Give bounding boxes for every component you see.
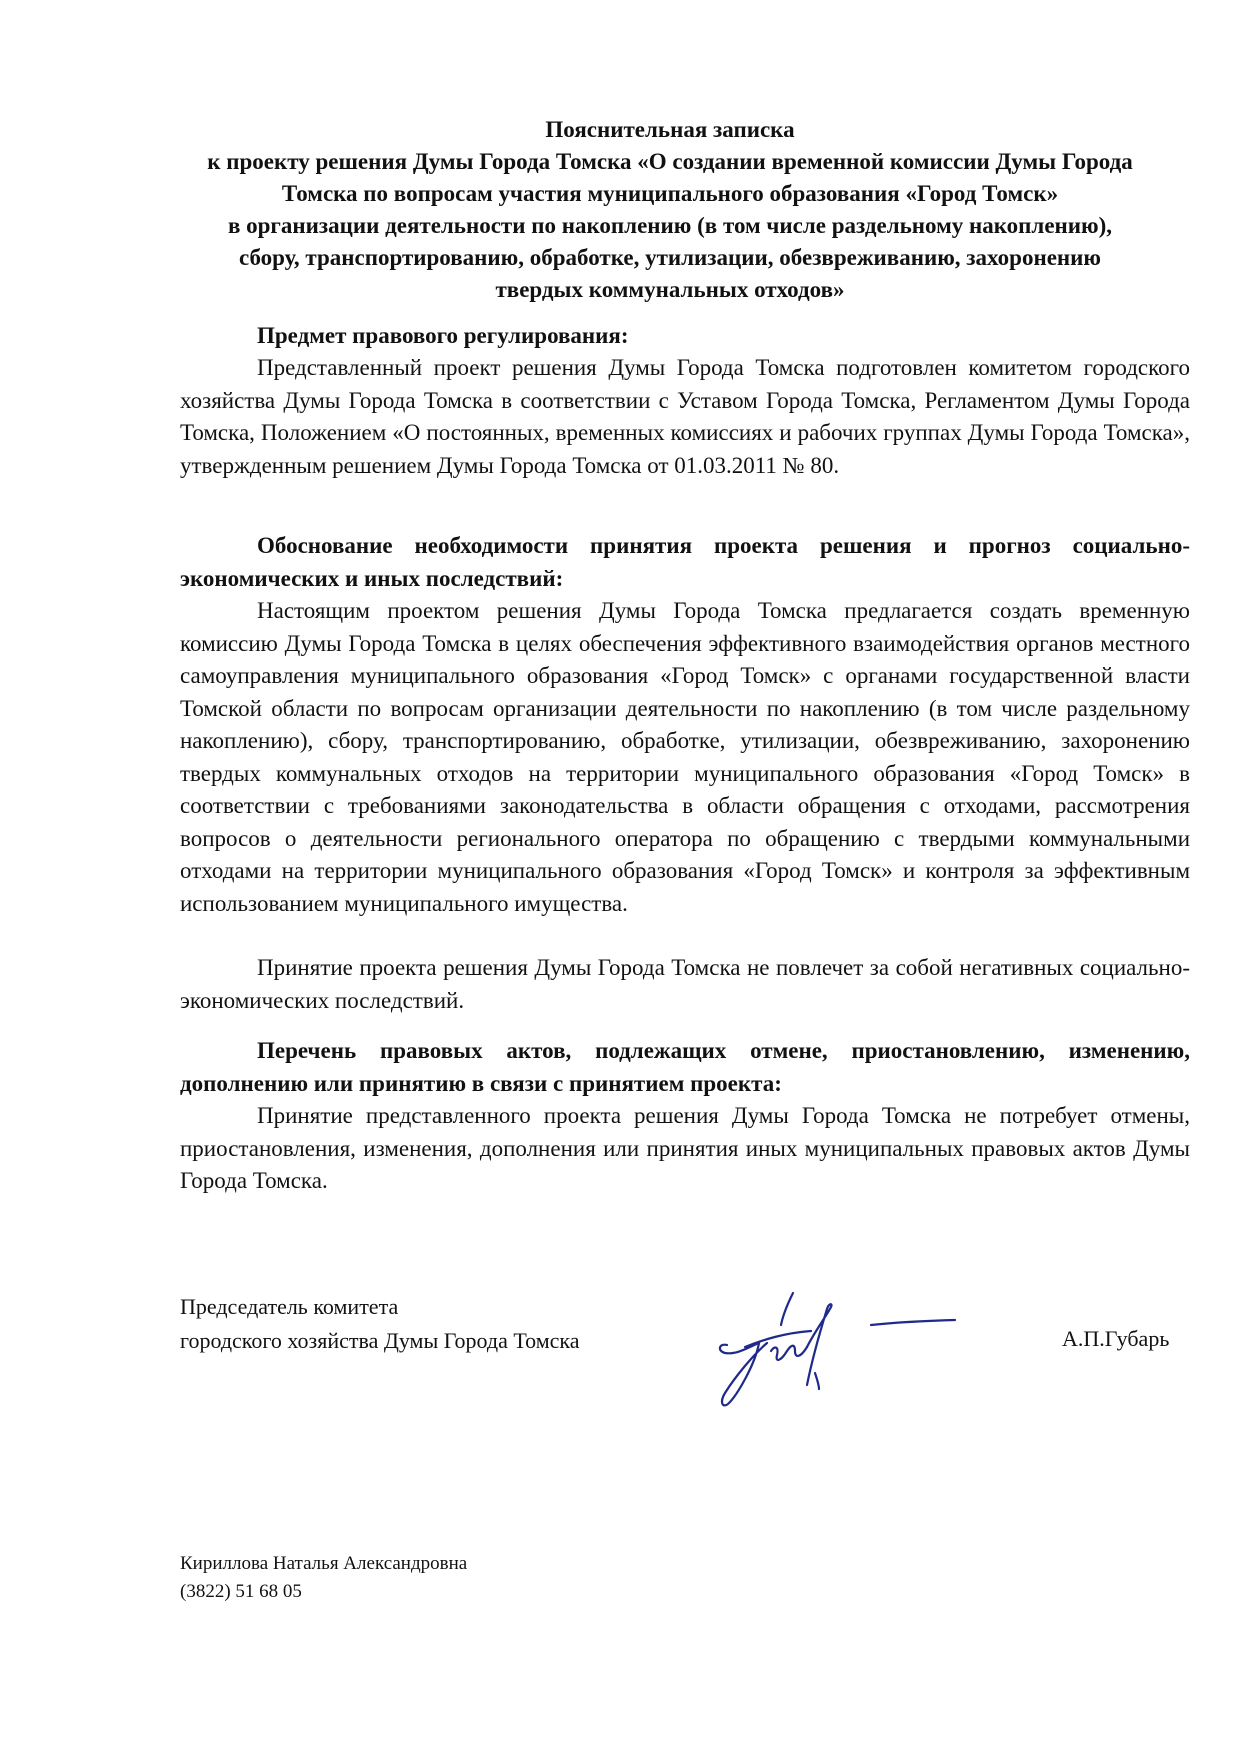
contact-phone: (3822) 51 68 05	[180, 1581, 302, 1602]
title-line: твердых коммунальных отходов»	[495, 277, 845, 302]
signer-role-line: Председатель комитета	[180, 1294, 399, 1319]
paragraph-consequences: Принятие проекта решения Думы Города Томска не повлечет за собой негативных социально-экономических последствий.	[180, 955, 1190, 1013]
contact-name: Кириллова Наталья Александровна	[180, 1553, 468, 1574]
section-heading-justification: Обоснование необходимости принятия проекта решения и прогноз социально-экономических и иных последствий:	[180, 533, 1190, 591]
title-line: Пояснительная записка	[545, 117, 795, 142]
title-line: Томска по вопросам участия муниципального образования «Город Томск»	[281, 181, 1059, 206]
section-heading-regulation: Предмет правового регулирования:	[257, 323, 629, 348]
handwritten-signature	[715, 1285, 965, 1420]
paragraph-legal-acts: Принятие представленного проекта решения Думы Города Томска не потребует отмены, приостановления, изменения, дополнения или принятия иных муниципальных правовых актов Думы Города Томска.	[180, 1103, 1190, 1193]
signer-role	[180, 1290, 580, 1358]
title-line: в организации деятельности по накоплению (в том числе раздельному накоплению),	[227, 213, 1113, 238]
document-title	[150, 114, 1190, 306]
paragraph-regulation: Представленный проект решения Думы Города Томска подготовлен комитетом городского хозяйства Думы Города Томска в соответствии с Уставом Города Томска, Регламентом Думы Города Томска, Положением «О постоянных, временных комиссиях и рабочих группах Думы Города Томска», утвержденным решением Думы Города Томска от 01.03.2011 № 80.	[180, 355, 1190, 478]
contact-block	[180, 1550, 467, 1606]
title-line: к проекту решения Думы Города Томска «О создании временной комиссии Думы Города	[207, 149, 1133, 174]
signer-role-line: городского хозяйства Думы Города Томска	[180, 1328, 580, 1353]
paragraph-justification: Настоящим проектом решения Думы Города Томска предлагается создать временную комиссию Думы Города Томска в целях обеспечения эффективного взаимодействия органов местного самоуправления муниципального образования «Город Томск» с органами государственной власти Томской области по вопросам организации деятельности по накоплению (в том числе раздельному накоплению), сбору, транспортированию, обработке, утилизации, обезвреживанию, захоронению твердых коммунальных отходов на территории муниципального образования «Город Томск» в соответствии с требованиями законодательства в области обращения с отходами, рассмотрения вопросов о деятельности регионального оператора по обращению с твердыми коммунальными отходами на территории муниципального образования «Город Томск» и контроля за эффективным использованием муниципального имущества.	[180, 598, 1190, 916]
section-heading-legal-acts: Перечень правовых актов, подлежащих отмене, приостановлению, изменению, дополнению или принятию в связи с принятием проекта:	[180, 1038, 1190, 1096]
title-line: сбору, транспортированию, обработке, утилизации, обезвреживанию, захоронению	[239, 245, 1101, 270]
signer-name: А.П.Губарь	[1062, 1326, 1170, 1351]
